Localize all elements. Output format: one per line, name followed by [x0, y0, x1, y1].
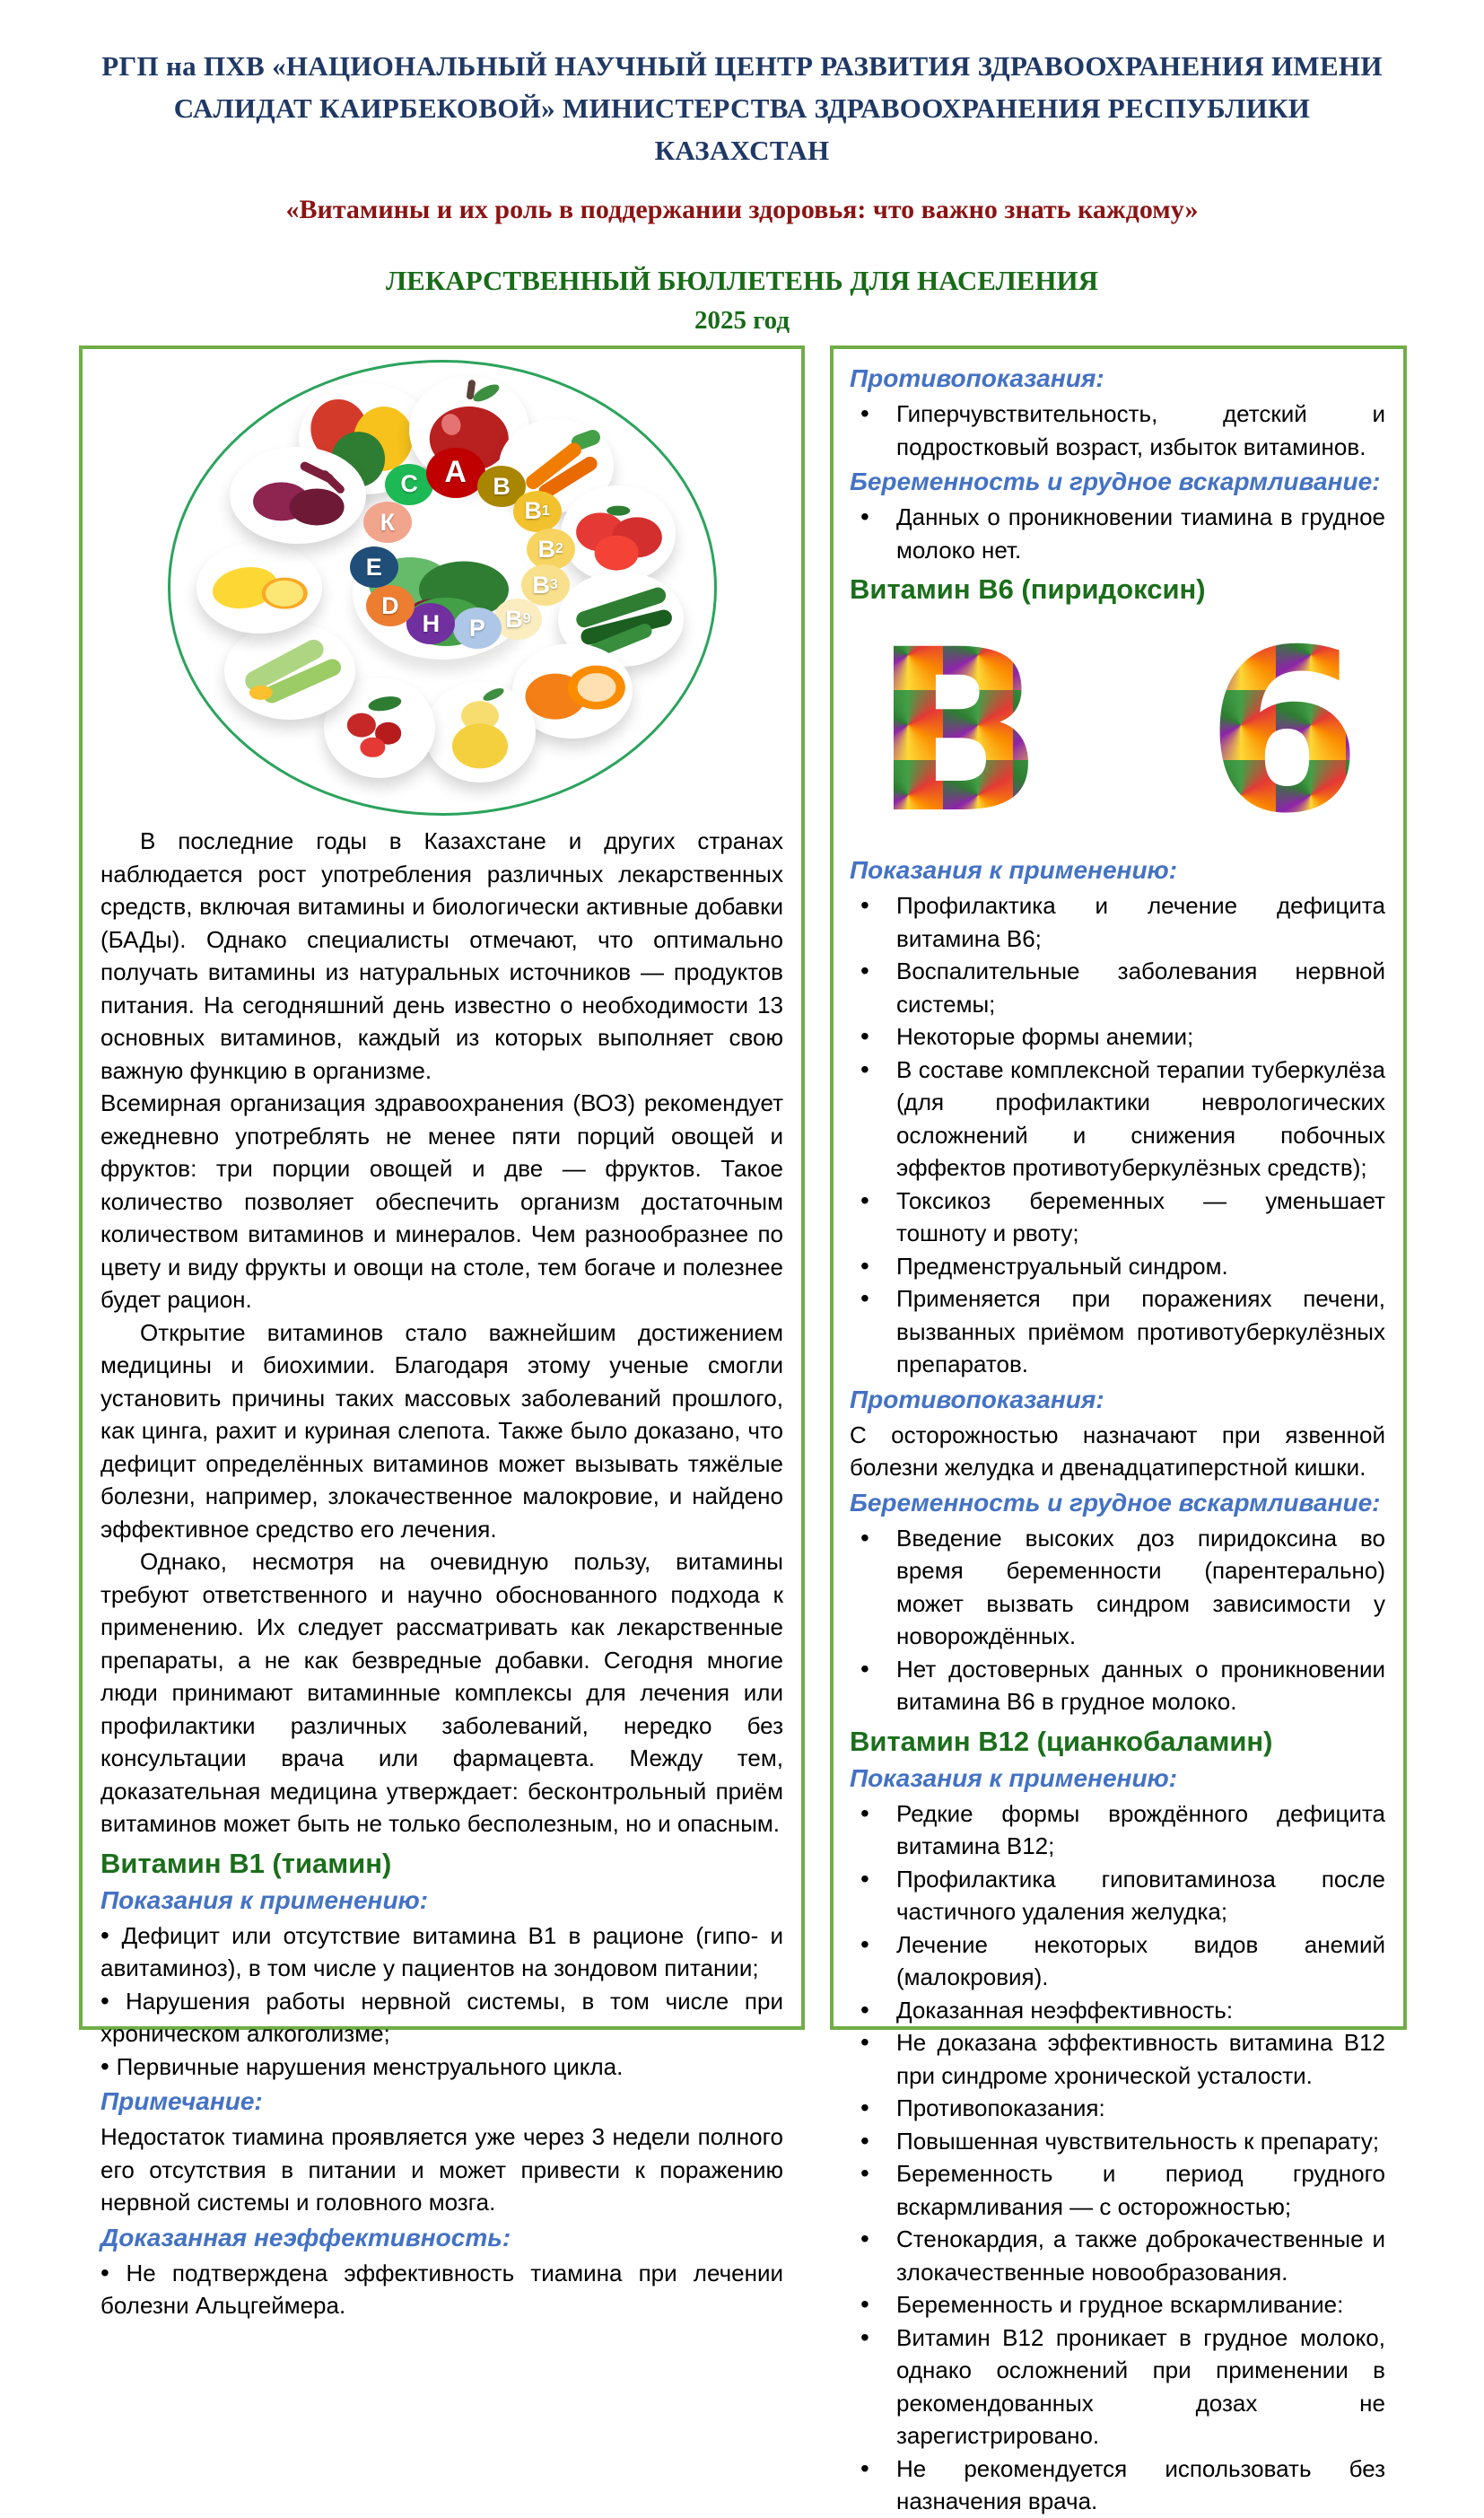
- section-heading: Витамин В6 (пиридоксин): [850, 573, 1206, 605]
- bullet-item: • Токсикоз беременных — уменьшает тошноту и рвоту;: [850, 1185, 1385, 1250]
- bullet-item: • Воспалительные заболевания нервной системы;: [850, 955, 1385, 1020]
- bullet-item: • Стенокардия, а также доброкачественные и злокачественные новообразования.: [850, 2223, 1385, 2288]
- bullet-list: [850, 889, 1385, 1381]
- bullet-item: • В составе комплексной терапии туберкулёза (для профилактики неврологических осложнений и снижения побочных эффектов противотуберкулёзных средств);: [850, 1054, 1385, 1185]
- section-heading: Витамин В1 (тиамин): [100, 1847, 392, 1879]
- bullet-item: • Применяется при поражениях печени, вызванных приёмом противотуберкулёзных препаратов.: [850, 1282, 1385, 1381]
- bullet-item: • Лечение некоторых видов анемий (малокровия).: [850, 1928, 1385, 1994]
- bullet-item: • Витамин В12 проникает в грудное молоко, однако осложнений при применении в рекомендованных дозах не зарегистрировано.: [850, 2321, 1385, 2452]
- bullet-item: • Не подтверждена эффективность тиамина при лечении болезни Альцгеймера.: [100, 2257, 783, 2322]
- bullet-item: • Некоторые формы анемии;: [850, 1020, 1385, 1054]
- subsection-heading: Беременность и грудное вскармливание:: [850, 468, 1381, 495]
- topic-title: «Витамины и их роль в поддержании здоровья: что важно знать каждому»: [285, 195, 1199, 224]
- subsection-heading: Примечание:: [100, 2087, 263, 2115]
- produce-tomatoes-icon: [561, 485, 676, 582]
- bullet-item: • Введение высоких доз пиридоксина во время беременности (парентерально) может вызвать синдром зависимости у новорождённых.: [850, 1522, 1385, 1653]
- bullet-item: • Профилактика и лечение дефицита витамина В6;: [850, 889, 1385, 955]
- b6-mosaic-figure: [850, 601, 1385, 862]
- bullet-item: • Беременность и грудное вскармливание:: [850, 2288, 1385, 2321]
- bullet-list: [850, 1797, 1385, 2518]
- bullet-list: [850, 398, 1385, 463]
- vitamin-badge-E: E: [350, 546, 398, 588]
- produce-pear-icon: [424, 682, 536, 783]
- subsection-heading: Противопоказания:: [850, 1385, 1104, 1413]
- bullet-item: • Повышенная чувствительность к препарату;: [850, 2125, 1385, 2158]
- paragraph: Всемирная организация здравоохранения (ВОЗ) рекомендует ежедневно употреблять не менее пяти порций овощей и фруктов: три порции овощей и две — фруктов. Такое количество позволяет обеспечить организм достаточным количеством витаминов и минералов. Чем разнообразнее по цвету и виду фрукты и овощи на столе, тем богаче и полезнее будет рацион.: [100, 1089, 783, 1313]
- produce-beets-icon: [230, 447, 366, 544]
- intro-paragraphs: [100, 825, 783, 1840]
- subsection-heading: Противопоказания:: [850, 364, 1104, 392]
- subsection-heading: Показания к применению:: [100, 1885, 429, 1914]
- paragraph: Открытие витаминов стало важнейшим достижением медицины и биохимии. Благодаря этому ученые смогли установить причины таких массовых заболеваний прошлого, как цинга, рахит и куриная слепота. Также было доказано, что дефицит определённых витаминов может вызывать тяжёлые болезни, например, злокачественное малокровие, и найдено эффективное средство его лечения.: [100, 1318, 783, 1543]
- vitamin-badge-К: К: [363, 502, 412, 543]
- right-panel: [830, 345, 1407, 2514]
- bullet-item: • Противопоказания:: [850, 2092, 1385, 2125]
- subsection-heading: Беременность и грудное вскармливание:: [850, 1488, 1381, 1517]
- bullet-item: • Редкие формы врождённого дефицита витамина В12;: [850, 1797, 1385, 1863]
- bullet-list: [100, 1919, 783, 2084]
- paragraph: Недостаток тиамина проявляется уже через 3 недели полного его отсутствия в питании и может привести к поражению нервной системы и головного мозга.: [100, 2123, 783, 2216]
- bullet-item: • Нарушения работы нервной системы, в том числе при хроническом алкоголизме;: [100, 1985, 783, 2050]
- bullet-item: • Предменструальный синдром.: [850, 1250, 1385, 1283]
- bullet-item: • Данных о проникновении тиамина в грудное молоко нет.: [850, 501, 1385, 566]
- bullet-item: • Гиперчувствительность, детский и подростковый возраст, избыток витаминов.: [850, 398, 1385, 463]
- paragraph: Однако, несмотря на очевидную пользу, витамины требуют ответственного и научно обоснованного подхода к применению. Их следует рассматривать как лекарственные препараты, а не как безвредные добавки. Сегодня многие люди принимают витаминные комплексы для лечения или профилактики различных заболеваний, нередко без консультации врача или фармацевта. Между тем, доказательная медицина утверждает: бесконтрольный приём витаминов может быть не только бесполезным, но и опасным.: [100, 1548, 783, 1837]
- bullet-item: • Не рекомендуется использовать без назначения врача.: [850, 2452, 1385, 2518]
- vitamin-badge-B3: B 3: [521, 564, 570, 606]
- subsection-heading: Показания к применению:: [850, 1763, 1178, 1792]
- vitamin-badge-A: A: [426, 448, 485, 498]
- produce-zucchini-icon: [224, 623, 355, 720]
- bullet-item: • Беременность и период грудного вскармливания — с осторожностью;: [850, 2157, 1385, 2223]
- left-panel: [79, 345, 805, 2319]
- subsection-heading: Показания к применению:: [850, 856, 1178, 884]
- bullet-item: • Дефицит или отсутствие витамина В1 в рационе (гипо- и авитаминоз), в том числе у пациентов на зондовом питании;: [100, 1919, 783, 1985]
- vitamin-badge-B2: B 2: [527, 529, 575, 570]
- vitamin-badge-D: D: [366, 585, 415, 626]
- org-title: РГП на ПХВ «НАЦИОНАЛЬНЫЙ НАУЧНЫЙ ЦЕНТР РАЗВИТИЯ ЗДРАВООХРАНЕНИЯ ИМЕНИ САЛИДАТ КАИРБЕКОВОЙ» МИНИСТЕРСТВА ЗДРАВООХРАНЕНИЯ РЕСПУБЛИКИ КАЗАХСТАН: [101, 50, 1383, 166]
- section-heading: Витамин В12 (цианкобаламин): [850, 1725, 1273, 1757]
- bullet-item: • Нет достоверных данных о проникновении витамина В6 в грудное молоко.: [850, 1653, 1385, 1718]
- paragraph: С осторожностью назначают при язвенной болезни желудка и двенадцатиперстной кишки.: [850, 1421, 1385, 1481]
- paragraph: В последние годы в Казахстане и других странах наблюдается рост употребления различных лекарственных средств, включая витамины и биологически активные добавки (БАДы). Однако специалисты отмечают, что оптимально получать витамины из натуральных источников — продуктов питания. На сегодняшний день известно о необходимости 13 основных витаминов, каждый из которых выполняет свою важную функцию в организме.: [100, 827, 783, 1084]
- b6-letter-6: 6: [1206, 601, 1362, 862]
- b6-letter-B: B: [873, 601, 1044, 862]
- right-sections: [850, 362, 1385, 2518]
- subsection-heading: Доказанная неэффективность:: [100, 2223, 511, 2251]
- bullet-item: • Первичные нарушения менструального цикла.: [100, 2050, 783, 2084]
- vitamin-badge-H: H: [406, 603, 455, 644]
- bulletin-title: ЛЕКАРСТВЕННЫЙ БЮЛЛЕТЕНЬ ДЛЯ НАСЕЛЕНИЯ: [386, 265, 1098, 296]
- bulletin-year: 2025 год: [694, 306, 790, 335]
- bullet-item: • Доказанная неэффективность:: [850, 1994, 1385, 2027]
- vitamin-wheel-figure: [168, 360, 717, 816]
- bullet-item: • Профилактика гиповитаминоза после частичного удаления желудка;: [850, 1863, 1385, 1928]
- bullet-list: [100, 2257, 783, 2322]
- bullet-list: [850, 501, 1385, 566]
- vitamin-badge-B1: B 1: [513, 491, 562, 532]
- bullet-list: [850, 1522, 1385, 1718]
- vitamin-badge-P: P: [453, 608, 502, 649]
- vitamin-badge-B: B: [477, 466, 526, 507]
- vitamin-b1-section: [100, 1846, 783, 2322]
- vitamin-badge-B9: B 9: [493, 599, 542, 640]
- produce-lemons-icon: [196, 542, 322, 634]
- bullet-item: • Не доказана эффективность витамина В12 при синдроме хронической усталости.: [850, 2026, 1385, 2092]
- vitamin-badge-C: C: [385, 464, 433, 505]
